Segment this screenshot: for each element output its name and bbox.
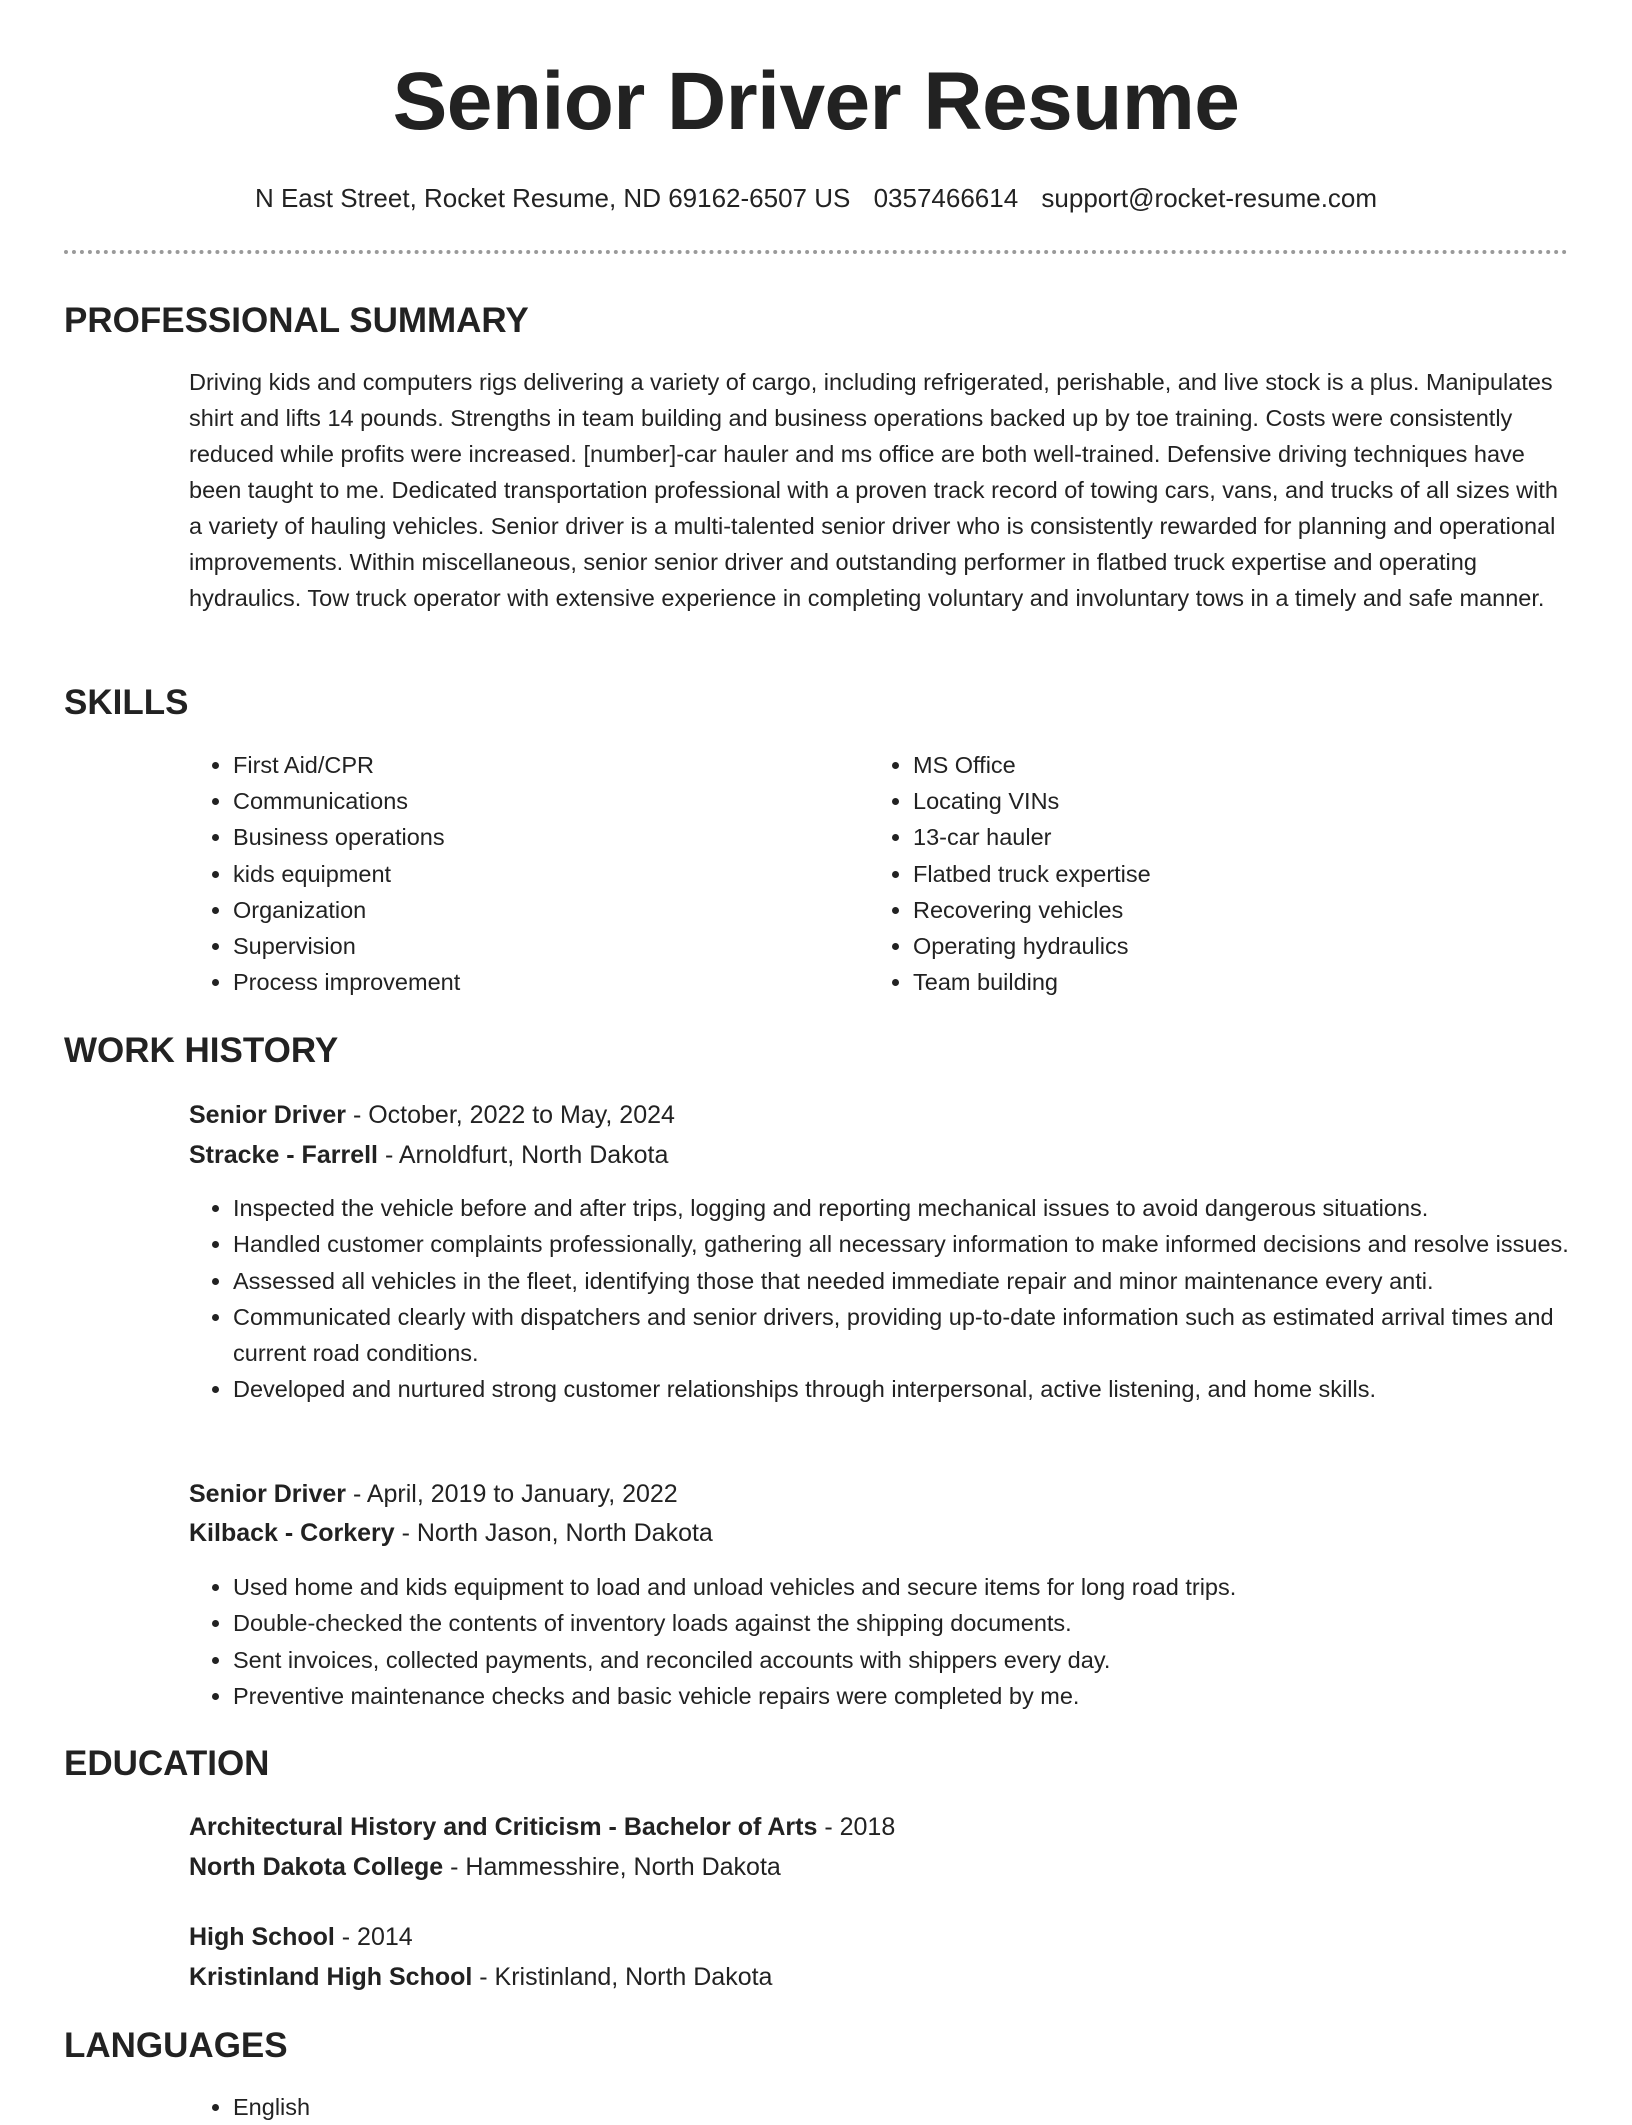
education-location: - Hammesshire, North Dakota (443, 1853, 781, 1881)
language-item: • English (233, 2089, 1569, 2125)
job-company: Kilback - Corkery (189, 1519, 395, 1547)
job-dates: - October, 2022 to May, 2024 (346, 1101, 675, 1129)
skill-item: • First Aid/CPR (233, 747, 809, 783)
job-title-line (189, 1475, 678, 1513)
section-heading-languages: LANGUAGES (64, 2026, 288, 2065)
email-text: support@rocket-resume.com (1041, 183, 1378, 213)
education-degree-line (189, 1918, 413, 1956)
job-duty-item: • Used home and kids equipment to load and unload vehicles and secure items for long road trips. (233, 1569, 1569, 1605)
phone-text: 0357466614 (873, 183, 1019, 213)
contact-line (0, 180, 1632, 216)
summary-paragraph: Driving kids and computers rigs delivering a variety of cargo, including refrigerated, perishable, and live stock is a plus. Manipulates shirt and lifts 14 pounds. Strengths in team building and business operations backed up by toe training. Costs were consistently reduced while profits were increased. [number]-car hauler and ms office are both well-trained. Defensive driving techniques have been taught to me. Dedicated transportation professional with a proven track record of towing cars, vans, and trucks of all sizes with a variety of hauling vehicles. Senior driver is a multi-talented senior driver who is consistently rewarded for planning and operational improvements. Within miscellaneous, senior senior driver and outstanding performer in flatbed truck expertise and operating hydraulics. Tow truck operator with extensive experience in completing voluntary and involuntary tows in a timely and safe manner. (189, 369, 1558, 611)
skill-item: • kids equipment (233, 856, 809, 892)
skill-item: • Team building (913, 964, 1489, 1000)
job-company-line (189, 1514, 713, 1552)
job-location: - Arnoldfurt, North Dakota (378, 1141, 669, 1169)
section-heading-education: EDUCATION (64, 1744, 270, 1783)
education-school-line (189, 1958, 772, 1996)
languages-list (189, 2089, 1569, 2125)
resume-title: Senior Driver Resume (392, 56, 1240, 147)
skill-item: • MS Office (913, 747, 1489, 783)
job-title: Senior Driver (189, 1480, 347, 1508)
skill-item: • Organization (233, 892, 809, 928)
job-duty-item: • Preventive maintenance checks and basic vehicle repairs were completed by me. (233, 1678, 1569, 1714)
education-location: - Kristinland, North Dakota (472, 1963, 773, 1991)
skills-column-left (189, 747, 809, 1000)
job-duties-list (189, 1569, 1569, 1714)
education-school-line (189, 1848, 781, 1886)
job-duty-item: • Assessed all vehicles in the fleet, identifying those that needed immediate repair and minor maintenance every anti. (233, 1263, 1569, 1299)
skills-column-right (869, 747, 1489, 1000)
job-duties-list (189, 1190, 1569, 1408)
skill-item: • Process improvement (233, 964, 809, 1000)
skill-item: • Flatbed truck expertise (913, 856, 1489, 892)
education-degree: Architectural History and Criticism - Bachelor of Arts (189, 1813, 818, 1841)
education-school: Kristinland High School (189, 1963, 473, 1991)
skill-item: • Communications (233, 783, 809, 819)
job-duty-item: • Sent invoices, collected payments, and reconciled accounts with shippers every day. (233, 1642, 1569, 1678)
skill-item: • Supervision (233, 928, 809, 964)
job-company-line (189, 1136, 668, 1174)
section-heading-summary: PROFESSIONAL SUMMARY (64, 301, 529, 340)
education-year: - 2018 (817, 1813, 896, 1841)
job-location: - North Jason, North Dakota (394, 1519, 713, 1547)
job-title: Senior Driver (189, 1101, 347, 1129)
education-degree: High School (189, 1923, 335, 1951)
job-duty-item: • Developed and nurtured strong customer relationships through interpersonal, active listening, and home skills. (233, 1371, 1569, 1407)
job-duty-item: • Double-checked the contents of inventory loads against the shipping documents. (233, 1605, 1569, 1641)
skill-item: • Locating VINs (913, 783, 1489, 819)
job-duty-item: • Communicated clearly with dispatchers and senior drivers, providing up-to-date information such as estimated arrival times and current road conditions. (233, 1299, 1569, 1372)
skill-item: • Operating hydraulics (913, 928, 1489, 964)
job-duty-item: • Handled customer complaints professionally, gathering all necessary information to make informed decisions and resolve issues. (233, 1226, 1569, 1262)
address-text: N East Street, Rocket Resume, ND 69162-6507 US (254, 183, 851, 213)
education-year: - 2014 (334, 1923, 413, 1951)
job-title-line (189, 1096, 675, 1134)
skill-item: • Recovering vehicles (913, 892, 1489, 928)
job-duty-item: • Inspected the vehicle before and after trips, logging and reporting mechanical issues to avoid dangerous situations. (233, 1190, 1569, 1226)
skill-item: • 13-car hauler (913, 819, 1489, 855)
job-dates: - April, 2019 to January, 2022 (346, 1480, 678, 1508)
job-company: Stracke - Farrell (189, 1141, 378, 1169)
header-divider (64, 250, 1568, 254)
section-heading-skills: SKILLS (64, 683, 189, 722)
education-degree-line (189, 1808, 895, 1846)
section-heading-work-history: WORK HISTORY (64, 1031, 339, 1070)
skill-item: • Business operations (233, 819, 809, 855)
education-school: North Dakota College (189, 1853, 444, 1881)
